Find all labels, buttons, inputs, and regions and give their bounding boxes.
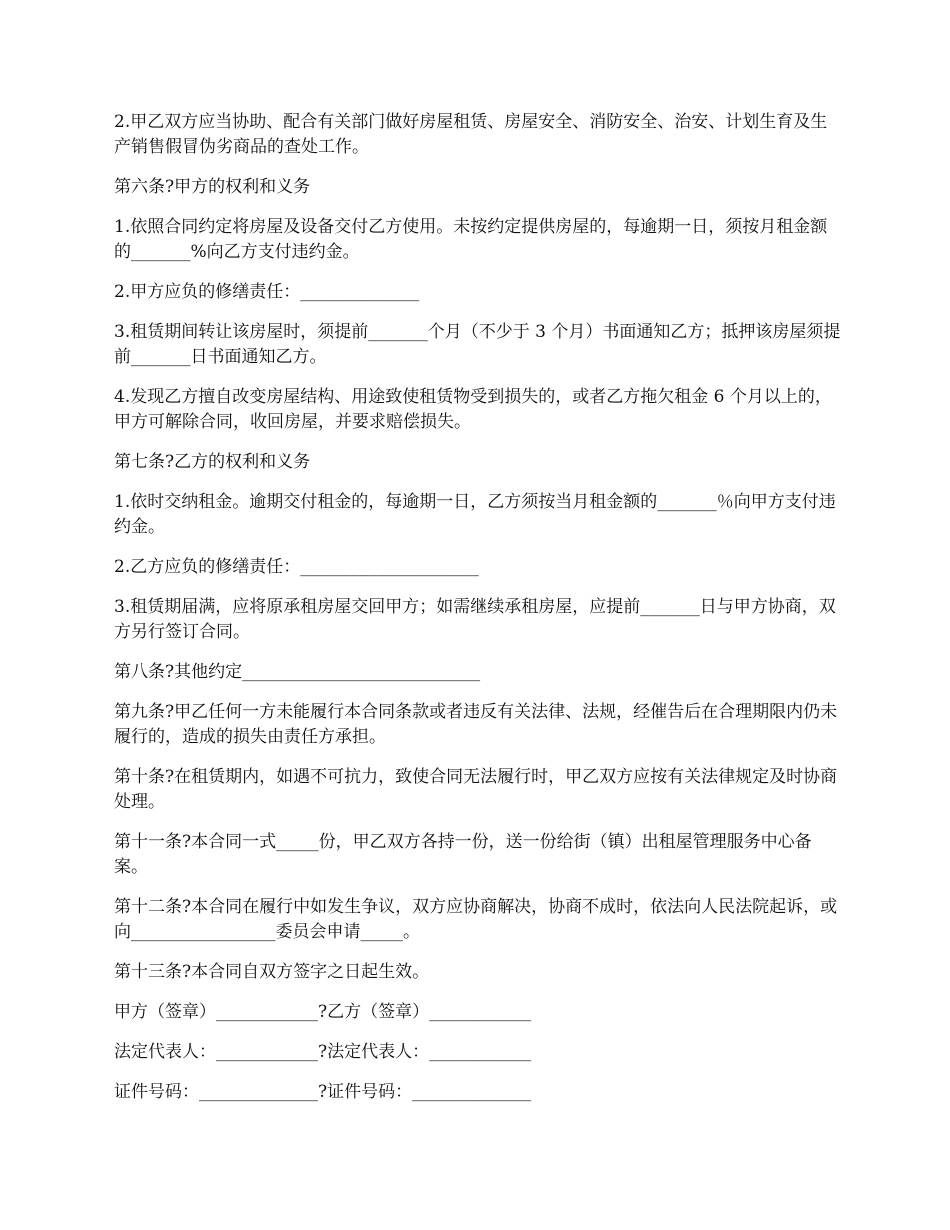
article-6-heading: 第六条?甲方的权利和义务	[114, 177, 311, 197]
article-12: 第十二条?本合同在履行中如发生争议，双方应协商解决，协商不成时，依法向人民法院起诉，或向_________________委员会申请_____。	[114, 897, 838, 942]
signature-line-representative: 法定代表人：____________?法定代表人：____________	[114, 1042, 532, 1062]
signature-line-party: 甲方（签章）____________?乙方（签章）____________	[114, 1002, 532, 1022]
signature-line-id-number: 证件号码：______________?证件号码：______________	[114, 1082, 532, 1102]
article-8: 第八条?其他约定____________________________	[114, 662, 481, 682]
document-page	[114, 110, 842, 1120]
article-7-item-3: 3.租赁期届满，应将原承租房屋交回甲方；如需继续承租房屋，应提前_______日与甲方协商，双方另行签订合同。	[114, 597, 836, 642]
article-11: 第十一条?本合同一式_____份，甲乙双方各持一份，送一份给街（镇）出租屋管理服务中心备案。	[114, 832, 812, 877]
article-10: 第十条?在租赁期内，如遇不可抗力，致使合同无法履行时，甲乙双方应按有关法律规定及时协商处理。	[114, 767, 838, 812]
article-7-item-1: 1.依时交纳租金。逾期交付租金的，每逾期一日，乙方须按当月租金额的_______％向甲方支付违约金。	[114, 492, 836, 537]
article-7-heading: 第七条?乙方的权利和义务	[114, 452, 311, 472]
article-7-item-2: 2.乙方应负的修缮责任：_____________________	[114, 557, 479, 577]
article-6-item-2: 2.甲方应负的修缮责任：______________	[114, 282, 420, 302]
article-13: 第十三条?本合同自双方签字之日起生效。	[114, 962, 430, 982]
clause-5-item-2: 2.甲乙双方应当协助、配合有关部门做好房屋租赁、房屋安全、消防安全、治安、计划生育及生产销售假冒伪劣商品的查处工作。	[114, 112, 828, 157]
article-9: 第九条?甲乙任何一方未能履行本合同条款或者违反有关法律、法规，经催告后在合理期限内仍未履行的，造成的损失由责任方承担。	[114, 702, 838, 747]
article-6-item-4: 4.发现乙方擅自改变房屋结构、用途致使租赁物受到损失的，或者乙方拖欠租金 6 个月以上的，甲方可解除合同，收回房屋，并要求赔偿损失。	[114, 387, 832, 432]
article-6-item-1: 1.依照合同约定将房屋及设备交付乙方使用。未按约定提供房屋的，每逾期一日，须按月租金额的_______%向乙方支付违约金。	[114, 217, 828, 262]
article-6-item-3: 3.租赁期间转让该房屋时，须提前_______个月（不少于 3 个月）书面通知乙方；抵押该房屋须提前_______日书面通知乙方。	[114, 322, 841, 367]
